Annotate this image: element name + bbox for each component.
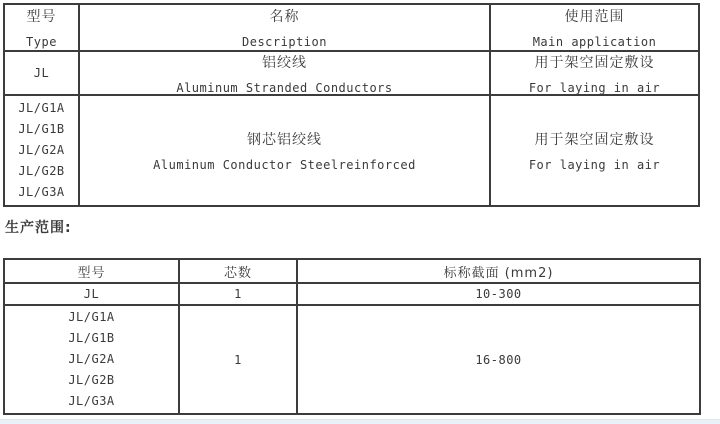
type-code: JL/G3A [68, 394, 115, 408]
header-cell-application [491, 5, 698, 52]
type-header-zh: 型号 [26, 9, 57, 25]
table-row-application-cell [491, 52, 698, 96]
cores-header: 芯数 [223, 265, 252, 281]
type-code: JL/G2B [18, 164, 65, 178]
table-row-type-cell [5, 96, 80, 205]
conductor-name-en: Aluminum Conductor Steelreinforced [153, 158, 416, 172]
cores-value: 1 [234, 287, 242, 301]
conductor-name-en: Aluminum Stranded Conductors [176, 80, 393, 95]
table-row-type-cell [5, 52, 80, 96]
description-header-zh: 名称 [269, 9, 300, 25]
conductor-name-zh: 钢芯铝绞线 [247, 132, 322, 148]
application-header-zh: 使用范围 [564, 9, 625, 25]
table-row-model-cell [5, 284, 180, 306]
type-code: JL/G2A [18, 143, 65, 157]
section-range: 10-300 [475, 287, 522, 301]
type-code: JL/G1A [18, 101, 65, 115]
table-row-application-cell [491, 96, 698, 205]
application-header-en: Main application [532, 35, 657, 49]
table-row-description-cell [80, 52, 491, 96]
description-header-en: Description [242, 35, 327, 49]
bottom-divider [0, 419, 720, 424]
table-row-cores-cell [180, 306, 298, 413]
type-code: JL [83, 287, 100, 301]
section-range: 16-800 [475, 352, 522, 367]
type-header-en: Type [26, 35, 57, 49]
nominal-section-header: 标称截面 (mm2) [443, 265, 554, 281]
header-cell-description [80, 5, 491, 52]
type-code: JL/G1A [68, 310, 115, 324]
type-code: JL/G2A [68, 352, 115, 366]
type-code: JL/G1B [18, 122, 65, 136]
conductor-spec-table [3, 3, 700, 207]
table-row-cores-cell [180, 284, 298, 306]
header-cell-cores [180, 260, 298, 284]
application-en: For laying in air [528, 80, 661, 95]
application-en: For laying in air [528, 158, 661, 172]
conductor-name-zh: 铝绞线 [262, 54, 307, 71]
header-cell-type [5, 5, 80, 52]
application-zh: 用于架空固定敷设 [534, 132, 655, 148]
header-cell-nominal-section [298, 260, 699, 284]
header-cell-model [5, 260, 180, 284]
application-zh: 用于架空固定敷设 [534, 54, 655, 71]
table-row-section-cell [298, 284, 699, 306]
type-code: JL [33, 66, 50, 80]
cores-value: 1 [234, 352, 242, 367]
table-row-description-cell [80, 96, 491, 205]
type-code: JL/G3A [18, 185, 65, 199]
section-heading: 生产范围: [5, 220, 72, 236]
type-code: JL/G2B [68, 373, 115, 387]
type-code: JL/G1B [68, 331, 115, 345]
model-header: 型号 [77, 265, 106, 281]
table-row-section-cell [298, 306, 699, 413]
production-range-table [3, 258, 701, 415]
table-row-model-cell [5, 306, 180, 413]
